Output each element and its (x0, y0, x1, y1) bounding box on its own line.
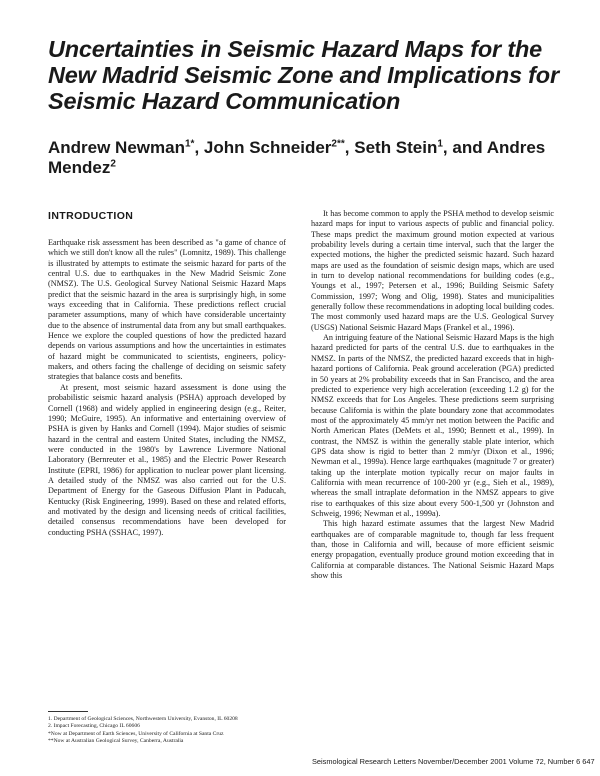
right-column (311, 209, 554, 581)
paragraph: Earthquake risk assessment has been described as "a game of chance of which we still don't know all the rules" (Lomnitz, 1989). This challenge is illustrated by attempts to estimate the seismic hazard for parts of the central U.S. due to earthquakes in the New Madrid Seismic Zone (NMSZ). The U.S. Geological Survey National Seismic Hazard Maps predict that the seismic hazard in the area is surprisingly high, in some ways exceeding that in California. These predictions reflect crucial parameter assumptions, many of which have considerable uncertainty due to the absence of instrumental data from any but small earthquakes. Hence we explore the coupled questions of how the predicted hazard depends on various assumptions and how the uncertainties in estimates of hazard might be communicated to scientists, engineers, policy-makers, and others facing the challenge of deciding on seismic safety strategies that balance costs and benefits. (48, 238, 286, 382)
paragraph: It has become common to apply the PSHA method to develop seismic hazard maps for input to various aspects of public and financial policy. These maps predict the maximum ground motion expected at various probability levels during a certain time interval, such that the larger the expected motions, the higher the predicted seismic hazard. Such hazard maps are used as the foundation of seismic design maps, which are used in turn to develop national recommendations for building codes (e.g., Youngs et al., 1997; Petersen et al., 1996; Building Seismic Safety Commission, 1997; Wong and Olig, 1998). States and municipalities generally follow these recommendations in adopting local building codes. The most commonly used hazard maps are the U.S. Geological Survey (USGS) National Seismic Hazard Maps (Frankel et al., 1996). (311, 209, 554, 332)
affiliation-mark: 1* (184, 138, 195, 150)
footnote: **Now at Australian Geological Survey, Canberra, Australia (48, 738, 184, 745)
affiliation-mark: 1 (437, 138, 443, 150)
paragraph: This high hazard estimate assumes that the largest New Madrid earthquakes are of comparable magnitude to, though far less frequent than, those in California and will, because of more efficient seismic energy propagation, eventually produce ground motion exceeding that in California at comparable distances. The National Seismic Hazard Maps show this (311, 519, 554, 581)
left-column (48, 210, 286, 538)
author-name: Andrew Newman (48, 138, 185, 157)
section-heading: INTRODUCTION (48, 210, 134, 222)
author-name: Seth Stein (354, 138, 438, 157)
page-footer: Seismological Research Letters November/December 2001 Volume 72, Number 6 647 (312, 757, 595, 766)
footnote-rule (48, 711, 88, 712)
footnote: 2. Impact Forecasting, Chicago IL 60606 (48, 723, 140, 730)
affiliation-mark: 2 (110, 158, 116, 170)
footnote: 1. Department of Geological Sciences, Northwestern University, Evanston, IL 60208 (48, 716, 238, 722)
paragraph: An intriguing feature of the National Seismic Hazard Maps is the high hazard predicted for parts of the central U.S. due to earthquakes in the NMSZ. In parts of the NMSZ, the predicted hazard exceeds that in high-hazard portions of California. Peak ground acceleration (PGA) predicted in 50 years at 2% probability exceeds that in San Francisco, and the area predicted to experience very high acceleration (exceeding 1.2 g) for the NMSZ exceeds that for Los Angeles. These predictions seem surprising because California is within the plate boundary zone that accommodates most of the approximately 45 mm/yr net motion between the Pacific and North American Plates (DeMets et al., 1990; Bennett et al., 1999). In contrast, the NMSZ is within the generally stable plate interior, which GPS data show is rigid to better than 2 mm/yr (Dixon et al., 1996; Newman et al., 1999a). Hence large earthquakes (magnitude 7 or greater) taking up the interplate motion typically recur on major faults in California with mean recurrence of 100-200 yr (e.g., Sieh et al., 1989), whereas the small intraplate deformation in the NMSZ appears to give rise to earthquakes of this size about every 500-1,500 yr (Johnston and Schweig, 1996; Newman et al., 1999a). (311, 333, 554, 518)
article-title: Uncertainties in Seismic Hazard Maps for the New Madrid Seismic Zone and Implications for Seismic Hazard Communication (48, 36, 559, 114)
author-name: Andres Mendez (48, 138, 546, 177)
author-list: Andrew Newman$^{1*}$, John Schneider$^{2**}$, Seth Stein$^1$, and Andres Mendez$^2$ (48, 138, 546, 177)
footnote: *Now at Department of Earth Sciences, University of California at Santa Cruz (48, 730, 224, 737)
affiliation-mark: 2** (331, 138, 345, 150)
footnotes (48, 711, 286, 746)
author-name: John Schneider (203, 138, 332, 157)
paragraph: At present, most seismic hazard assessment is done using the probabilistic seismic hazard analysis (PSHA) approach developed by Cornell (1968) and widely applied in engineering design (e.g., Reiter, 1990; McGuire, 1995). An informative and entertaining overview of PSHA is given by Hanks and Cornell (1994). Major studies of seismic hazard in the central and eastern United States, including the NMSZ, were conducted in the 1980's by Lawrence Livermore National Laboratory (Bernreuter et al., 1985) and the Electric Power Research Institute (EPRI, 1986) for application to nuclear power plant licensing. A detailed study of the NMSZ was also carried out for the U.S. Department of Energy for the Gaseous Diffusion Plant in Paducah, Kentucky (Risk Engineering, 1999). Based on these and related efforts, and motivated by the design and licensing needs of critical facilities, detailed consensus recommendations have been developed for conducting PSHA (SSHAC, 1997). (48, 382, 286, 537)
